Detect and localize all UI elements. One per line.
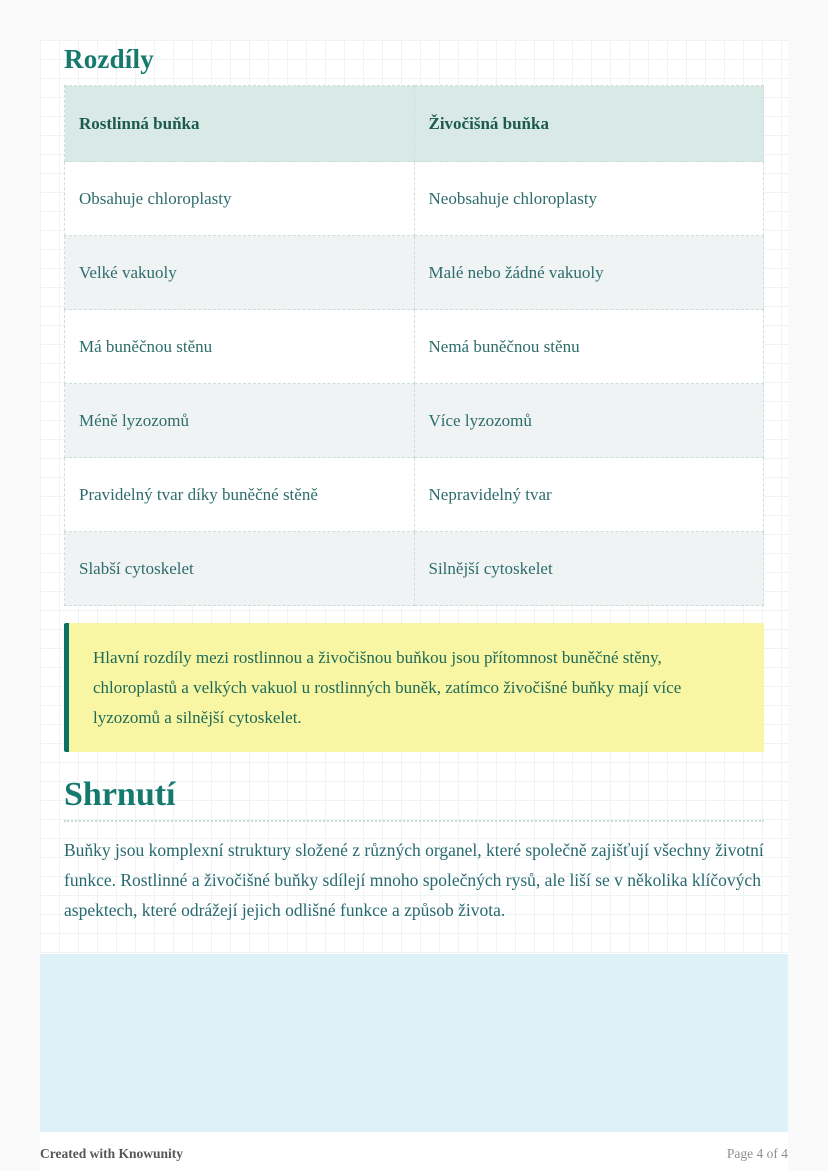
table-cell: Má buněčnou stěnu [65,310,415,384]
page-content [40,40,788,926]
table-cell: Malé nebo žádné vakuoly [414,236,764,310]
callout-text: Hlavní rozdíly mezi rostlinnou a živočišnou buňkou jsou přítomnost buněčné stěny, chloroplastů a velkých vakuol u rostlinných buněk, zatímco živočišné buňky mají více lyzozomů a silnější cytoskelet. [93,648,682,727]
table-cell: Nepravidelný tvar [414,458,764,532]
table-row [65,532,764,606]
summary-title-shrnuti: Shrnutí [64,778,764,822]
highlight-callout [64,623,764,752]
table-cell: Méně lyzozomů [65,384,415,458]
document-page [40,40,788,1171]
summary-paragraph: Buňky jsou komplexní struktury složené z různých organel, které společně zajišťují všechny životní funkce. Rostlinné a živočišné buňky sdílejí mnoho společných rysů, ale liší se v několika klíčových aspektech, které odrážejí jejich odlišné funkce a způsob života. [64,840,764,920]
section-title-rozdily: Rozdíly [64,44,154,74]
table-cell: Obsahuje chloroplasty [65,162,415,236]
table-cell: Více lyzozomů [414,384,764,458]
empty-image-placeholder [40,954,788,1132]
table-cell: Neobsahuje chloroplasty [414,162,764,236]
table-cell: Slabší cytoskelet [65,532,415,606]
table-row [65,384,764,458]
table-cell: Silnější cytoskelet [414,532,764,606]
table-header-plant-cell: Rostlinná buňka [65,86,415,162]
table-cell: Nemá buněčnou stěnu [414,310,764,384]
table-row [65,310,764,384]
footer-page-number: Page 4 of 4 [726,1145,788,1161]
table-header-row [65,86,764,162]
page-footer [40,1132,788,1162]
table-header-animal-cell: Živočišná buňka [414,86,764,162]
table-row [65,236,764,310]
table-row [65,162,764,236]
grid-paper-background [40,40,788,1132]
footer-branding: Created with Knowunity [40,1145,184,1161]
table-row [65,458,764,532]
table-cell: Velké vakuoly [65,236,415,310]
comparison-table [64,85,764,606]
table-cell: Pravidelný tvar díky buněčné stěně [65,458,415,532]
